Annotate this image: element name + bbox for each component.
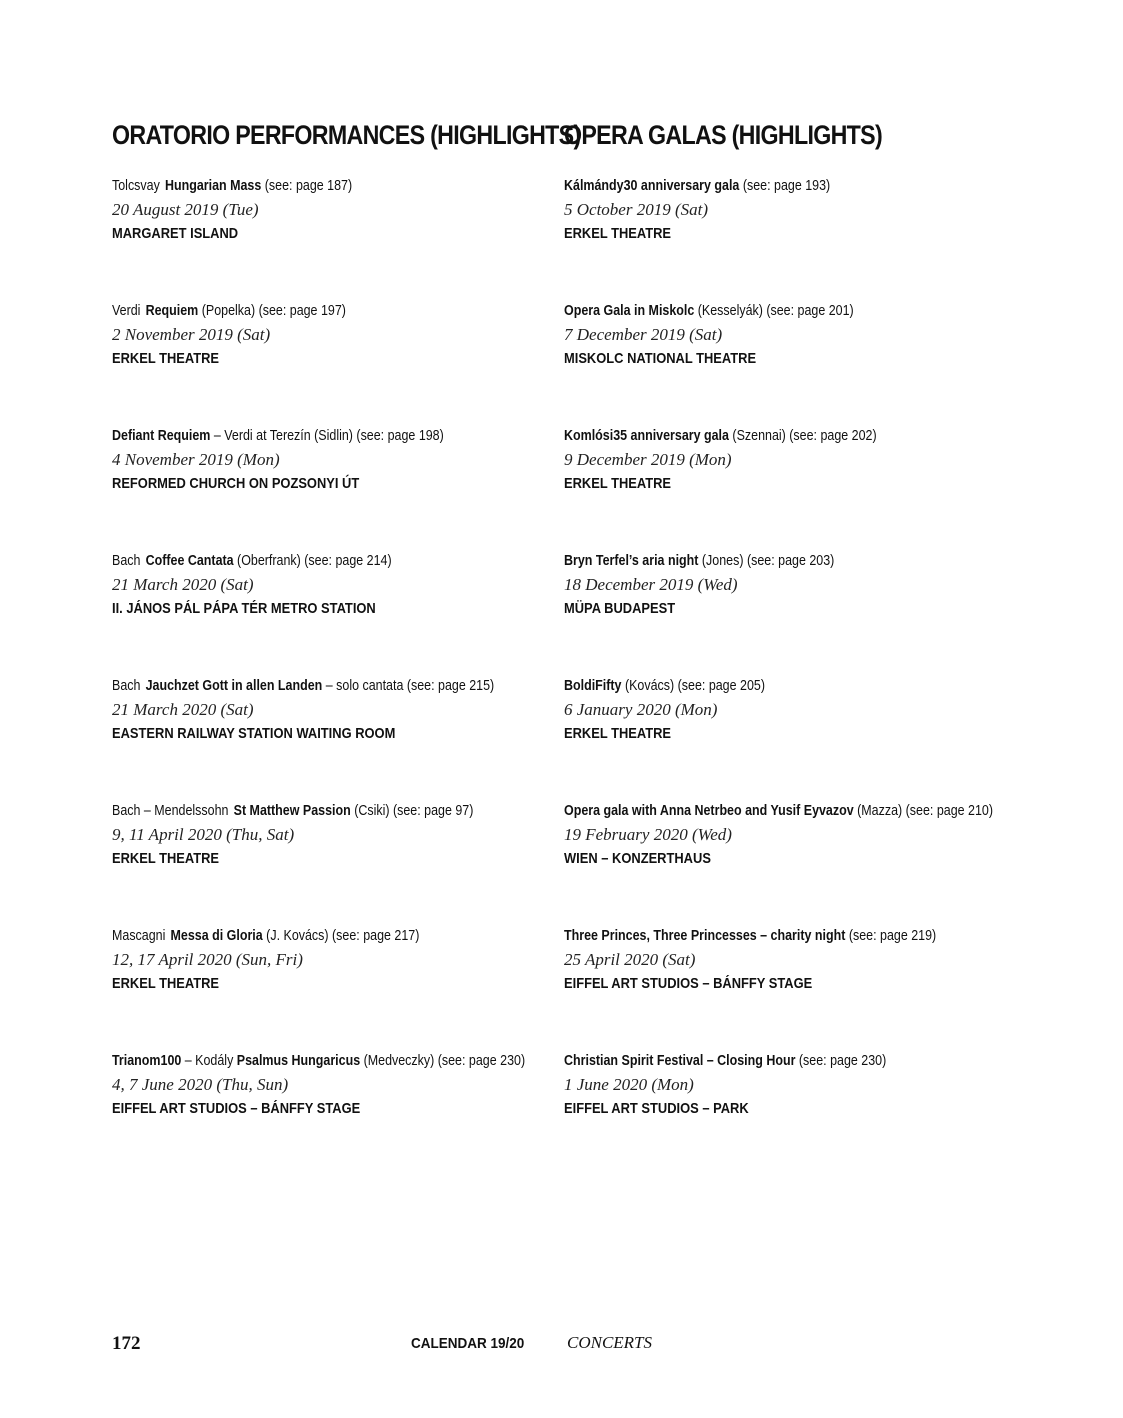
event-date: 5 October 2019 (Sat) [564,200,709,219]
list-item [112,425,552,550]
event-title [564,800,993,822]
event-details: (Mazza) (see: page 210) [853,803,993,819]
opera-galas-heading: OPERA GALAS (HIGHLIGHTS) [564,120,883,150]
list-item [112,1050,552,1175]
work-title: Opera Gala in Miskolc [564,303,695,319]
event-title [564,300,968,322]
list-item [112,675,552,800]
event-details: (Kesselyák) (see: page 201) [694,303,854,319]
composer: Verdi [112,303,141,319]
event-title [564,425,968,447]
event-date: 4 November 2019 (Mon) [112,450,280,469]
list-item [564,550,1034,675]
event-date: 20 August 2019 (Tue) [112,200,259,219]
event-date: 19 February 2020 (Wed) [564,825,732,844]
work-title: Komlósi35 anniversary gala [564,428,729,444]
list-item [112,300,552,425]
list-item [564,925,1034,1050]
work-title: Trianom100 [112,1053,182,1069]
page-number: 172 [112,1333,141,1354]
event-venue: ERKEL THEATRE [112,975,220,992]
work-title: Hungarian Mass [164,178,262,194]
list-item [564,800,1034,925]
event-date: 6 January 2020 (Mon) [564,700,718,719]
event-date: 4, 7 June 2020 (Thu, Sun) [112,1075,289,1094]
event-venue: EIFFEL ART STUDIOS – BÁNFFY STAGE [564,975,813,992]
work-title: Three Princes, Three Princesses – charity night [564,928,846,944]
work-title: St Matthew Passion [233,803,351,819]
event-date: 1 June 2020 (Mon) [564,1075,694,1094]
calendar-label: CALENDAR 19/20 [411,1335,525,1352]
event-details: (Jones) (see: page 203) [698,553,835,569]
event-venue: EIFFEL ART STUDIOS – PARK [564,1100,749,1117]
event-details: – solo cantata (see: page 215) [322,678,495,694]
event-date: 12, 17 April 2020 (Sun, Fri) [112,950,303,969]
event-venue: ERKEL THEATRE [564,225,672,242]
list-item [564,175,1034,300]
work-title: BoldiFifty [564,678,622,694]
event-title [112,175,490,197]
list-item [112,925,552,1050]
event-details: (Popelka) (see: page 197) [198,303,346,319]
section-label: CONCERTS [567,1333,653,1352]
event-details: (see: page 219) [845,928,937,944]
event-details: (Oberfrank) (see: page 214) [233,553,392,569]
event-details: (J. Kovács) (see: page 217) [262,928,420,944]
oratorio-column [112,120,581,1175]
event-venue: ERKEL THEATRE [564,475,672,492]
event-date: 7 December 2019 (Sat) [564,325,723,344]
event-title [564,550,968,572]
event-details: (Kovács) (see: page 205) [621,678,765,694]
work-title: Christian Spirit Festival – Closing Hour [564,1053,796,1069]
event-details: (see: page 193) [739,178,831,194]
event-title [112,925,490,947]
composer: Tolcsvay [112,178,160,194]
event-title [112,550,490,572]
event-title [112,675,495,697]
work-title: Kálmándy30 anniversary gala [564,178,740,194]
event-venue: WIEN – KONZERTHAUS [564,850,711,867]
event-title [112,425,490,447]
event-title [112,300,490,322]
work-title: Defiant Requiem [112,428,211,444]
composer: Bach [112,678,141,694]
event-venue: EIFFEL ART STUDIOS – BÁNFFY STAGE [112,1100,361,1117]
event-title [564,175,968,197]
event-date: 25 April 2020 (Sat) [564,950,696,969]
list-item [564,1050,1034,1175]
event-date: 9 December 2019 (Mon) [564,450,732,469]
list-item [564,300,1034,425]
page-footer [0,1333,1123,1357]
event-details: – Kodály [181,1053,237,1069]
event-date: 2 November 2019 (Sat) [112,325,271,344]
composer: Bach – Mendelssohn [112,803,229,819]
event-venue: ERKEL THEATRE [564,725,672,742]
work-title-secondary: Psalmus Hungaricus [236,1053,361,1069]
event-date: 21 March 2020 (Sat) [112,575,254,594]
oratorio-heading: ORATORIO PERFORMANCES (HIGHLIGHTS) [112,120,581,150]
list-item [112,550,552,675]
list-item [112,175,552,300]
event-venue: MISKOLC NATIONAL THEATRE [564,350,757,367]
event-title [564,1050,968,1072]
list-item [112,800,552,925]
list-item [564,675,1034,800]
event-venue: MÜPA BUDAPEST [564,600,676,617]
event-details-secondary: (Medveczky) (see: page 230) [360,1053,526,1069]
event-details: (Csiki) (see: page 97) [350,803,474,819]
event-venue: EASTERN RAILWAY STATION WAITING ROOM [112,725,396,742]
work-title: Messa di Gloria [170,928,263,944]
work-title: Jauchzet Gott in allen Landen [145,678,323,694]
event-venue: II. JÁNOS PÁL PÁPA TÉR METRO STATION [112,600,376,617]
event-date: 21 March 2020 (Sat) [112,700,254,719]
event-venue: MARGARET ISLAND [112,225,239,242]
opera-galas-column [564,120,1034,1175]
composer: Bach [112,553,141,569]
work-title: Bryn Terfel’s aria night [564,553,699,569]
event-venue: REFORMED CHURCH ON POZSONYI ÚT [112,475,360,492]
event-date: 9, 11 April 2020 (Thu, Sat) [112,825,295,844]
event-date: 18 December 2019 (Wed) [564,575,738,594]
list-item [564,425,1034,550]
event-title [112,800,490,822]
event-title [564,925,968,947]
event-details: – Verdi at Terezín (Sidlin) (see: page 198) [210,428,444,444]
event-title [564,675,968,697]
event-details: (see: page 230) [795,1053,887,1069]
event-details: (Szennai) (see: page 202) [728,428,877,444]
work-title: Requiem [145,303,199,319]
composer: Mascagni [112,928,166,944]
event-venue: ERKEL THEATRE [112,350,220,367]
event-details: (see: page 187) [261,178,353,194]
work-title: Opera gala with Anna Netrbeo and Yusif Eyvazov [564,803,854,819]
event-venue: ERKEL THEATRE [112,850,220,867]
event-title [112,1050,526,1072]
work-title: Coffee Cantata [145,553,234,569]
